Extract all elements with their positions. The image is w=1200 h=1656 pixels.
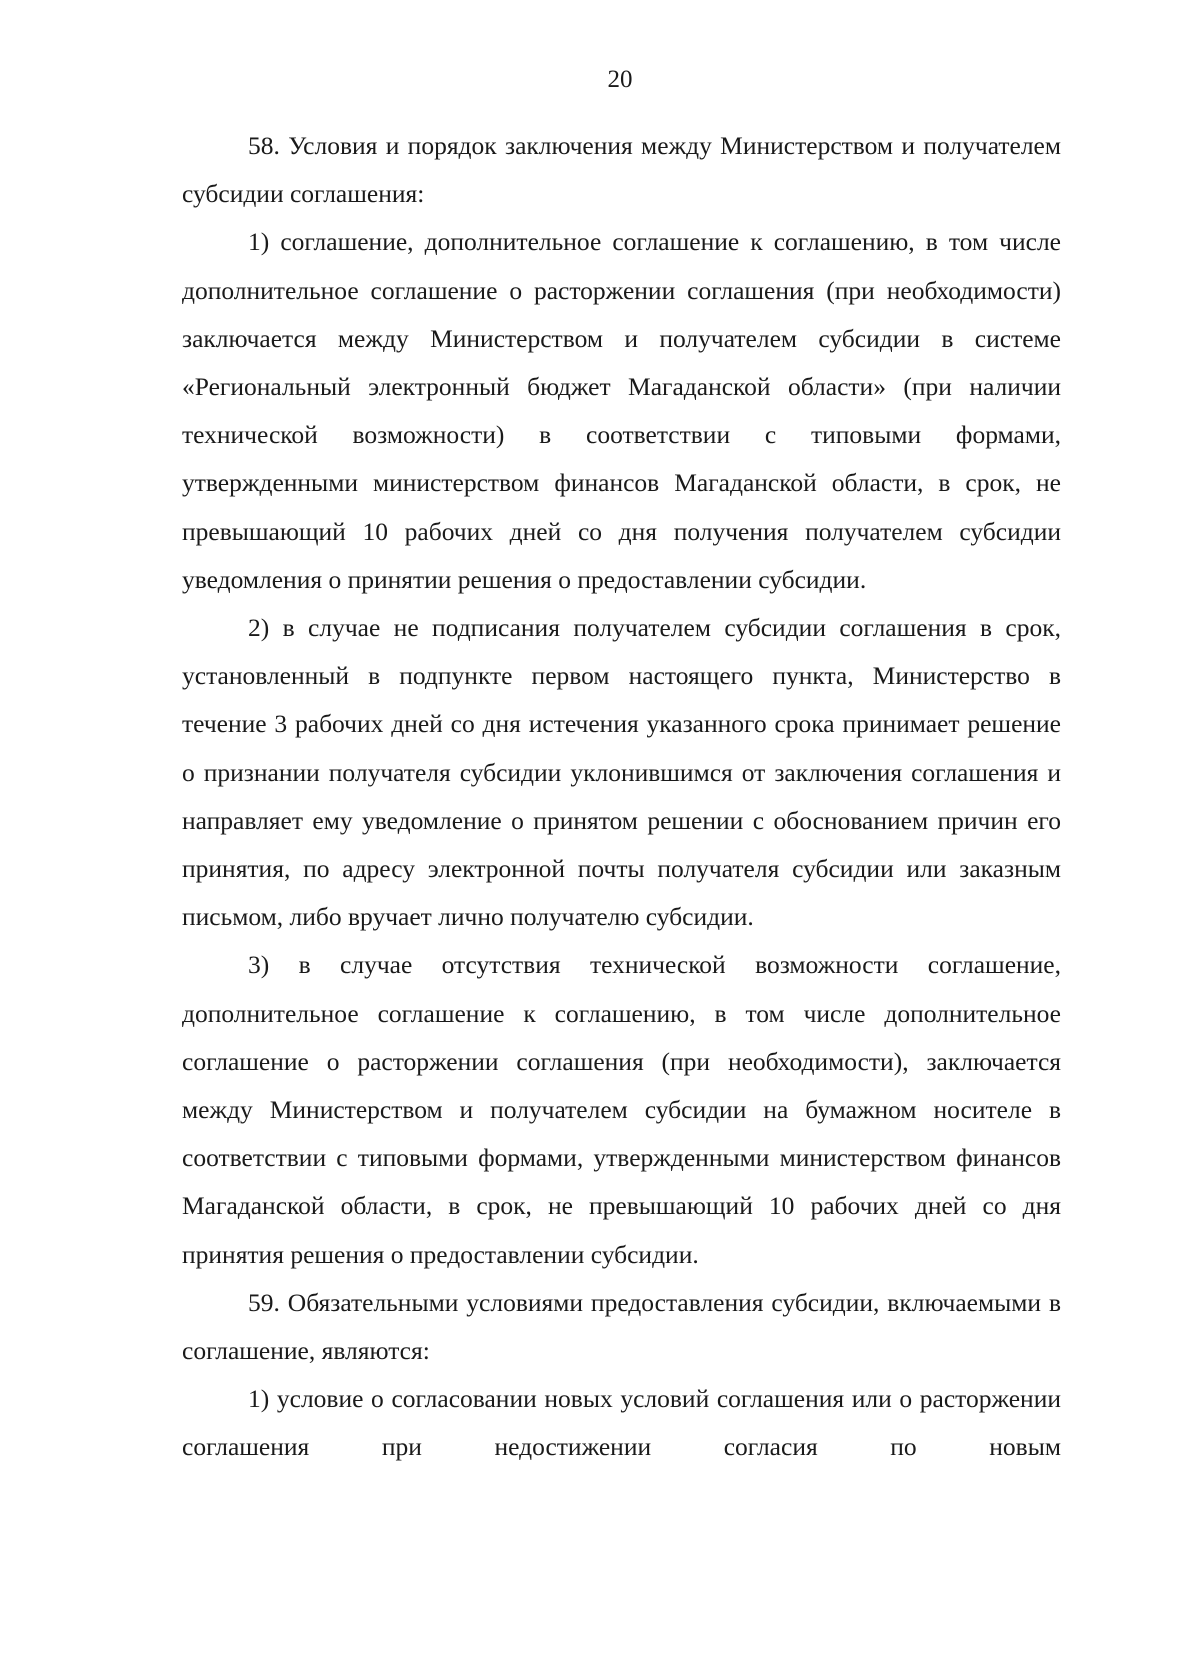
paragraph-59: 59. Обязательными условиями предоставления субсидии, включаемыми в соглашение, являются:: [182, 1287, 1061, 1366]
page-number: 20: [607, 66, 633, 93]
paragraph-58-item-3: 3) в случае отсутствия технической возможности соглашение, дополнительное соглашение к соглашению, в том числе дополнительное соглашение о расторжении соглашения (при необходимости), заключается между Министерством и получателем субсидии на бумажном носителе в соответствии с типовыми формами, утвержденными министерством финансов Магаданской области, в срок, не превышающий 10 рабочих дней со дня принятия решения о предоставлении субсидии.: [182, 950, 1061, 1269]
paragraph-58: 58. Условия и порядок заключения между Министерством и получателем субсидии соглашения:: [182, 131, 1061, 209]
paragraph-58-item-2: 2) в случае не подписания получателем субсидии соглашения в срок, установленный в подпункте первом настоящего пункта, Министерство в течение 3 рабочих дней со дня истечения указанного срока принимает решение о признании получателя субсидии уклонившимся от заключения соглашения и направляет ему уведомление о принятом решении с обоснованием причин его принятия, по адресу электронной почты получателя субсидии или заказным письмом, либо вручает лично получателю субсидии.: [182, 613, 1061, 932]
paragraph-58-item-1: 1) соглашение, дополнительное соглашение к соглашению, в том числе дополнительное соглашение о расторжении соглашения (при необходимости) заключается между Министерством и получателем субсидии в системе «Региональный электронный бюджет Магаданской области» (при наличии технической возможности) в соответствии с типовыми формами, утвержденными министерством финансов Магаданской области, в срок, не превышающий 10 рабочих дней со дня получения получателем субсидии уведомления о принятии решения о предоставлении субсидии.: [182, 227, 1061, 594]
document-body: [182, 122, 1061, 1472]
paragraph-59-item-1: 1) условие о согласовании новых условий соглашения или о расторжении соглашения при недостижении согласия по новым: [182, 1384, 1061, 1462]
